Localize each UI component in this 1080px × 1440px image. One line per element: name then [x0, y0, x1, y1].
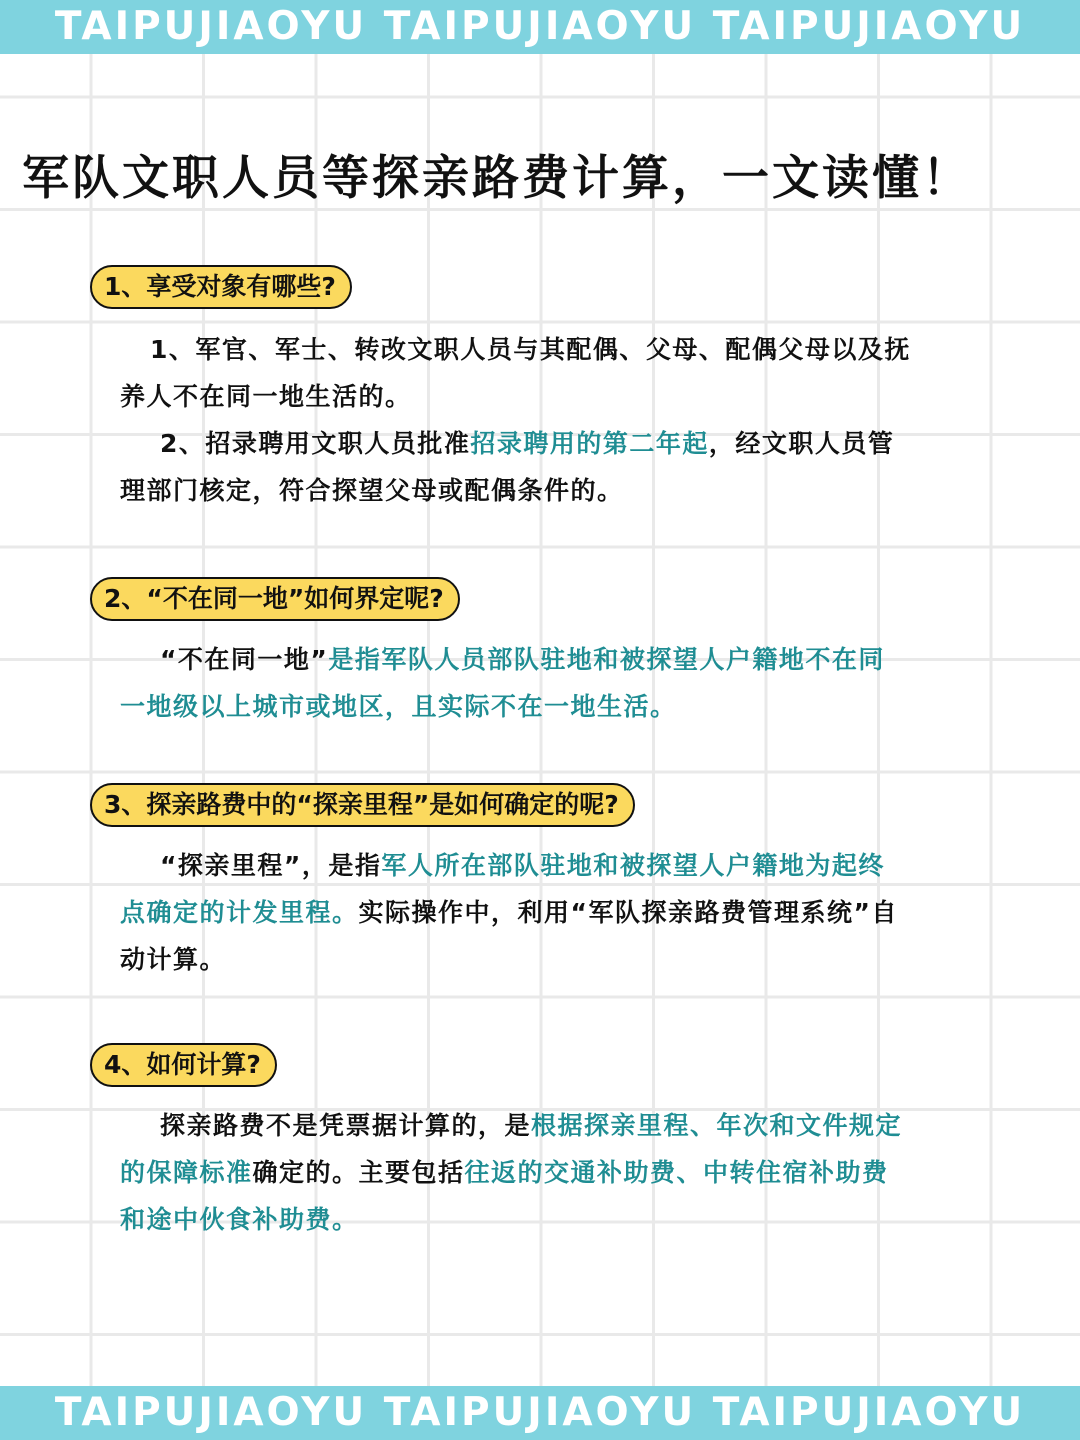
section-4-line-2: 的保障标准确定的。主要包括往返的交通补助费、中转住宿补助费	[120, 1158, 889, 1187]
section-2-heading: 2、“不在同一地”如何界定呢?	[90, 577, 460, 621]
section-4-heading: 4、如何计算?	[90, 1043, 277, 1087]
section-3-line-2: 点确定的计发里程。实际操作中，利用“军队探亲路费管理系统”自	[120, 898, 898, 927]
section-4-body	[120, 1102, 1010, 1243]
bottom-banner: TAIPUJIAOYU TAIPUJIAOYU TAIPUJIAOYU	[0, 1386, 1080, 1440]
section-2-body	[120, 636, 1010, 730]
section-2-line-2: 一地级以上城市或地区，且实际不在一地生活。	[120, 692, 677, 721]
top-banner: TAIPUJIAOYU TAIPUJIAOYU TAIPUJIAOYU	[0, 0, 1080, 54]
section-3-body	[120, 842, 1010, 983]
section-1-heading: 1、享受对象有哪些?	[90, 265, 352, 309]
section-1-line-2: 养人不在同一地生活的。	[120, 382, 412, 411]
highlight-text: 根据探亲里程、年次和文件规定	[531, 1111, 903, 1140]
section-3-line-3: 动计算。	[120, 945, 227, 974]
highlight-text: 招录聘用的第二年起	[470, 429, 709, 458]
section-1-line-3: 2、招录聘用文职人员批准招录聘用的第二年起，经文职人员管	[160, 429, 895, 458]
section-4-line-3: 和途中伙食补助费。	[120, 1205, 359, 1234]
section-1-body	[120, 326, 1010, 514]
highlight-text: 点确定的计发里程。	[120, 898, 359, 927]
section-1-line-1: 1、军官、军士、转改文职人员与其配偶、父母、配偶父母以及抚	[150, 335, 911, 364]
highlight-text: 军人所在部队驻地和被探望人户籍地为起终	[381, 851, 885, 880]
section-2-line-1: “不在同一地”是指军队人员部队驻地和被探望人户籍地不在同	[160, 645, 885, 674]
section-4-line-1: 探亲路费不是凭票据计算的，是根据探亲里程、年次和文件规定	[160, 1111, 903, 1140]
page-title: 军队文职人员等探亲路费计算，一文读懂！	[22, 151, 972, 206]
highlight-text: 是指军队人员部队驻地和被探望人户籍地不在同	[328, 645, 885, 674]
section-3-heading: 3、探亲路费中的“探亲里程”是如何确定的呢?	[90, 783, 635, 827]
section-3-line-1: “探亲里程”，是指军人所在部队驻地和被探望人户籍地为起终	[160, 851, 885, 880]
highlight-text: 的保障标准	[120, 1158, 253, 1187]
highlight-text: 往返的交通补助费、中转住宿补助费	[464, 1158, 889, 1187]
section-1-line-4: 理部门核定，符合探望父母或配偶条件的。	[120, 476, 624, 505]
